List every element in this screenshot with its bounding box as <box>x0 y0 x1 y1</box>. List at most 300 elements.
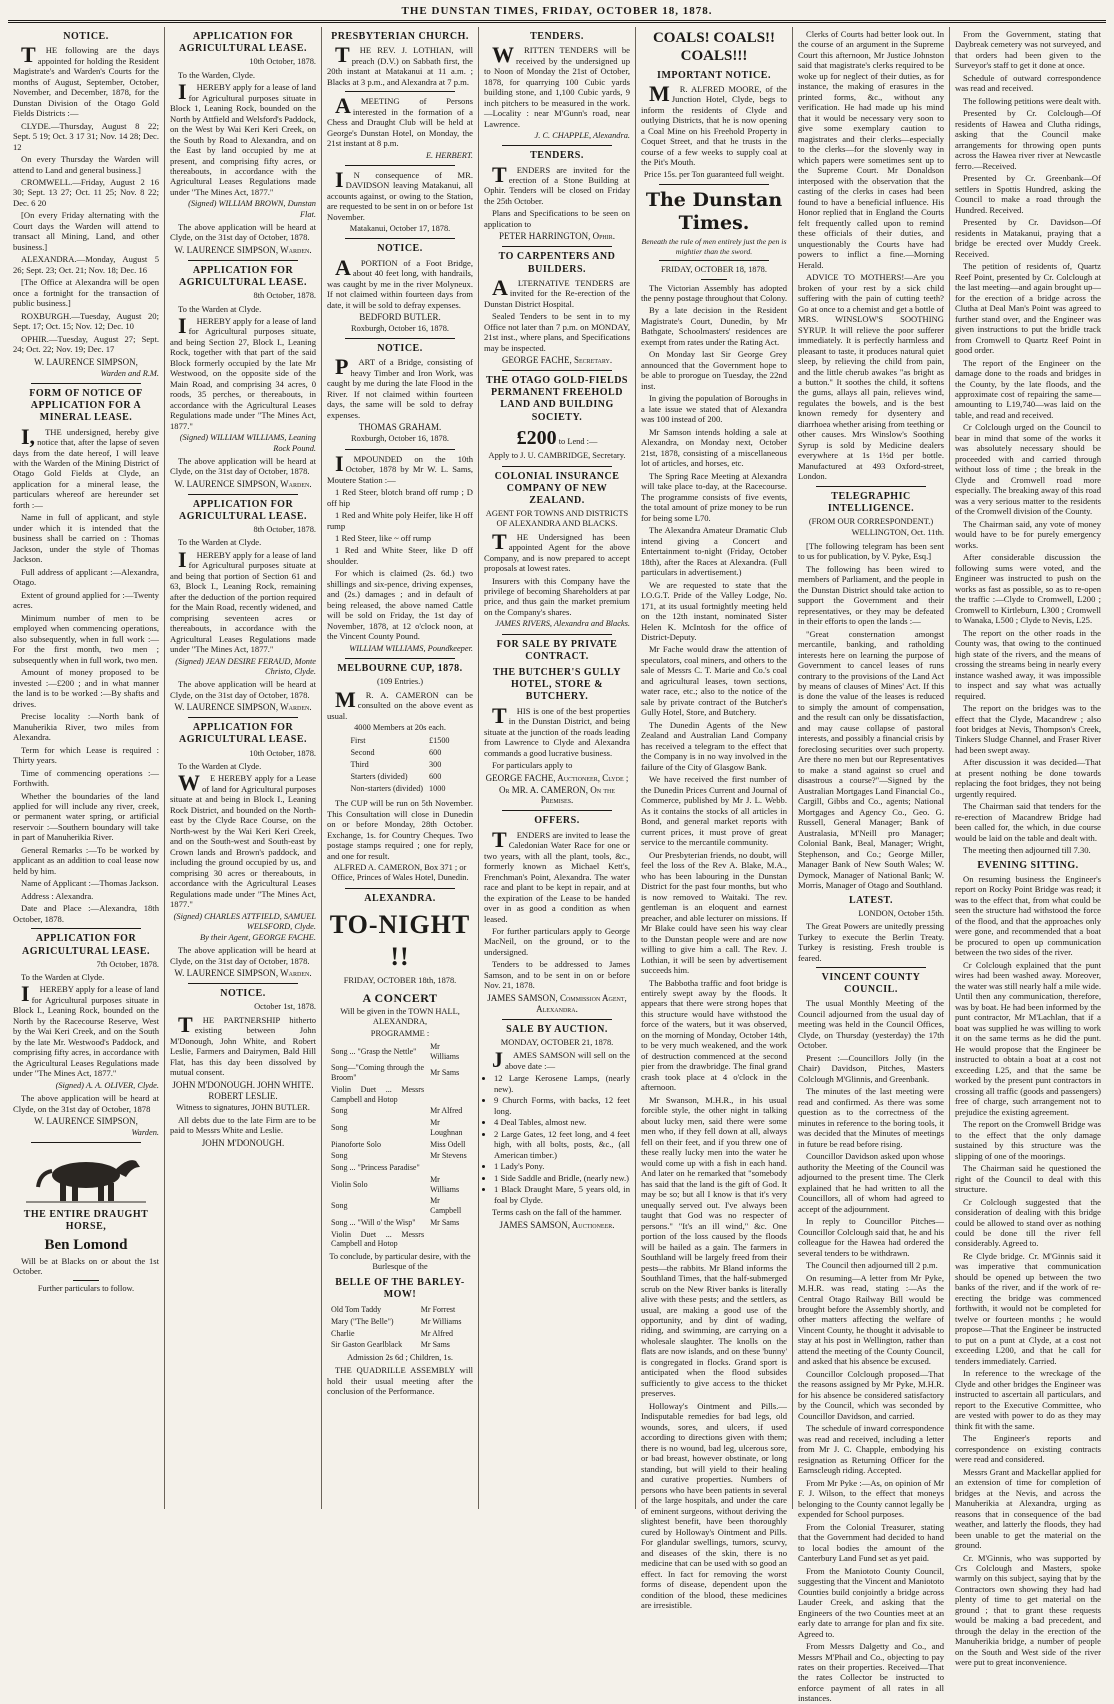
column-2 <box>164 27 321 1509</box>
church-body: THE REV. J. LOTHIAN, will preach (D.V.) on Sabbath first, the 20th instant at Matakanui at 11 a.m. ; Blacks at 3 p.m., and Alexandra at 7 p.m. <box>327 42 473 87</box>
agri-lease-heard: The above application will be heard at Clyde, on the 31st day of October, 1878. <box>170 221 316 243</box>
prize-row <box>349 772 452 782</box>
horse-heading: THE ENTIRE DRAUGHT HORSE, <box>23 1209 149 1233</box>
council-paragraph: The Engineer's reports and correspondence on existing contracts were read and considered. <box>955 1433 1101 1465</box>
telegraphic-paragraph: The following has been wired to members of Parliament, and the people in the Dunstan District should take action to support the Government and their representatives, or they may be defeated in their efforts to open the lands :— <box>798 563 944 627</box>
bridge-notice-signature: THOMAS GRAHAM. <box>358 422 442 433</box>
programme-row <box>329 1140 471 1150</box>
loan-amount: £200 <box>516 426 557 449</box>
agri-lease-body: IHEREBY apply for a lease of land for Agricultural purposes situate, and being Section 27, Block I., Leaning Rock, together with that part of the said Block formerly occupied by the late Mr Westwood, on the opposite side of the Main Road, and comprising 34 acres, 0 roods, 35 perches, or thereabouts, in accordance with the Agricultural Leases Regulations made under "The Mines Act, 1877." <box>170 312 316 431</box>
divider <box>31 383 141 384</box>
prize-label: Starters (divided) <box>350 772 408 782</box>
programme-row <box>329 1063 471 1083</box>
tenders-plans: Plans and Specifications to be seen on application to <box>484 208 630 229</box>
programme-performer: Mr Williams <box>430 1174 460 1194</box>
prize-amount: 300 <box>429 760 442 770</box>
programme-performer: Mr Campbell <box>430 1196 462 1216</box>
programme-row <box>329 1042 471 1062</box>
programme-row <box>329 1106 471 1116</box>
carpenters-heading: TO CARPENTERS AND BUILDERS. <box>498 251 616 275</box>
agri-lease-body: WE HEREBY apply for a Lease of land for Agricultural purposes situate at and being in Block I., Leaning Rock District, and bounded on the North-east by the Clyde Race Course, on the North-west by the Wai Keri Keri Creek, and on the South-west and South-east by Crown lands and Brown's paddock, and including the ground occupied by us, and comprising 30 acres or thereabouts, in accordance with the Agricultural Leases Regulations made under "The Mines Act, 1877." <box>170 770 316 910</box>
impound-signature: WILLIAM WILLIAMS, Poundkeeper. <box>349 643 473 653</box>
telegraphic-paragraph: [The following telegram has been sent to us for publication, by V. Pyke, Esq.] <box>798 540 944 562</box>
council-paragraph: Presented by Cr. Davidson—Of residents in Matakanui, praying that a bridge be erected over Muddy Creek. Received. <box>955 217 1101 259</box>
council-paragraph: Cr Colclough explained that the punt wires had been washed away. Moreover, the water was still nearly half a mile wide. Until then any communication, therefore, was by boat. He had been informed by the punt contractor, Mr M'Lachlan, that if a boat was supplied he was willing to work it on the same terms as he did the punt. He would propose that the Engineer be instructed to obtain a boat at a cost not exceeding L25, and that the same be worked by the present punt contractors in crossing all traffic (goods and passengers) free of charge, such arrangement not to prejudice the existing agreement. <box>955 959 1101 1117</box>
telegraphic-sub: (FROM OUR CORRESPONDENT.) <box>808 517 934 527</box>
mineral-lease-item: Precise locality :—North bank of Manuherikia River, two miles from Alexandra. <box>13 711 159 743</box>
mineral-lease-item: Time of commencing operations :—Forthwith. <box>13 767 159 789</box>
news-paragraph: We are requested to state that the I.O.G.T. Pride of the Valley Lodge, No. 171, at its usual fortnightly meeting held on the 12th instant, nominated Sister Helen K. McIntosh for the office of District-Deputy. <box>641 579 787 642</box>
divider <box>659 260 769 261</box>
mineral-lease-item: Full address of applicant :—Alexandra, Otago. <box>13 566 159 588</box>
telegraphic-heading: TELEGRAPHIC INTELLIGENCE. <box>827 490 915 515</box>
council-paragraph: Messrs Grant and Mackellar applied for an extension of time for completion of bridges at the Nevis, and across the Manuherikia at Alexandra, urging as reasons that in consequence of the bad weather, and latterly the floods, they had been unable to get the material on the ground. <box>955 1466 1101 1551</box>
carpenters-body: ALTERNATIVE TENDERS are invited for the Re-erection of the Dunstan District Hospital. <box>484 274 630 309</box>
news-paragraph: The Dunedin Agents of the New Zealand and Australian Land Company has received a telegram to the effect that the Company is in no way involved in the failure of the City of Glasgow Bank. <box>641 719 787 772</box>
insurance-heading: COLONIAL INSURANCE COMPANY OF NEW ZEALAND. <box>494 470 620 506</box>
mineral-lease-item: Address : Alexandra. <box>21 890 94 901</box>
chess-club-body: AMEETING of Persons interested in the formation of a Chess and Draught Club will be held at George's Dunstan Hotel, on Monday, the 21st instant at 8 p.m. <box>327 93 473 149</box>
prize-row <box>349 760 452 770</box>
agri-lease-heading: APPLICATION FOR AGRICULTURAL LEASE. <box>21 933 151 957</box>
cast-table <box>327 1303 473 1352</box>
offers-body-2: For further particulars apply to George MacNeil, on the ground, or to the undersigned. <box>484 925 630 957</box>
davidson-body: IN consequence of MR. DAVIDSON leaving Matakanui, all accounts against, or owing to the Station, are requested to be sent in on or before 1st November. <box>327 166 473 222</box>
horse-body: Will be at Blacks on or about the 1st October. <box>13 1255 159 1277</box>
hotel-heading: THE BUTCHER'S GULLY HOTEL, STORE & BUTCHERY. <box>492 667 622 703</box>
programme-item: Violin Duet ... Messrs Campbell and Hotop <box>331 1084 425 1104</box>
programme-performer <box>428 1085 471 1105</box>
programme-heading: PROGRAMME : <box>370 1028 430 1038</box>
court-days-alexandra: ALEXANDRA.—Monday, August 5 26; Sept. 23; Oct. 21; Nov. 18; Dec. 16 <box>13 254 159 275</box>
column-3 <box>321 27 478 1509</box>
agri-lease-heard: The above application will be heard at Clyde, on the 31st day of October, 1878. <box>170 455 316 477</box>
impound-item: 1 Red and White Steer, like D off shoulder. <box>327 545 473 566</box>
agri-lease-to: To the Warden at Clyde. <box>178 760 262 771</box>
hotel-apply: For particulars apply to <box>492 760 573 771</box>
council-paragraph: The petition of residents of, Quartz Reef Point, presented by Cr. Colclough at the last meeting—and again brought up—for the erection of a bridge across the Clutha at Deal Man's Point was agreed to further stand over, and the Engineer was given instructions to put the bridle track from Cromwell to Quartz Reef Point in good order. <box>955 261 1101 356</box>
programme-performer: Miss Odell <box>430 1139 466 1149</box>
council-paragraph: Councillor Davidson asked upon whose authority the Meeting of the Council was adjourned to the present time. The Clerk explained that he had written to all the Councillors, all of whom had agreed to accept of the adjournment. <box>798 1151 944 1214</box>
divider <box>345 449 455 450</box>
column-4 <box>478 27 635 1509</box>
auction-terms: Terms cash on the fall of the hammer. <box>492 1207 622 1218</box>
offers-body: TENDERS are invited to lease the Caledonian Water Race for one or two years, with all the plant, tools, &c., formerly known as Michael Kett's, Frenchman's Point, Alexandra. The water race and plant to be kept in repair, and at the expiration of the Lease to be handed over in as good a condition as when leased. <box>484 826 630 924</box>
divider <box>188 494 298 495</box>
agri-lease-body: IHEREBY apply for a lease of land for Agricultural purposes situate at and being that portion of Section 61 and 63, Block I., Leaning Rock, remaining after the deduction of the portion required for the Main Road, recently widened, and comprising seventeen acres or thereabouts, in accordance with the Agricultural Leases Regulations made under "The Mines Act, 1877." <box>170 546 316 655</box>
cast-role: Old Tom Taddy <box>331 1305 382 1315</box>
building-society-offer <box>484 426 630 450</box>
tenders-signature: PETER HARRINGTON, Ophir. <box>498 231 615 242</box>
private-sale-heading: FOR SALE BY PRIVATE CONTRACT. <box>496 638 618 662</box>
tonight-banner: TO-NIGHT !! <box>329 909 471 971</box>
programme-item: Song <box>331 1123 348 1133</box>
programme-row <box>329 1085 471 1105</box>
insurance-signature: JAMES RIVERS, Alexandra and Blacks. <box>495 619 630 629</box>
column-5 <box>635 27 792 1611</box>
column-6 <box>792 27 949 1704</box>
divider <box>502 1019 612 1020</box>
impound-body: IMPOUNDED on the 10th October, 1878 by Mr W. L. Sams, Moutere Station :— <box>327 450 473 485</box>
divider <box>502 145 612 146</box>
melbourne-cup-entries: (109 Entries.) <box>376 677 424 687</box>
agri-lease-to: To the Warden at Clyde. <box>21 971 105 982</box>
prize-label: Non-starters (divided) <box>350 784 424 794</box>
tenders-heading: TENDERS. <box>530 31 584 42</box>
programme-performer: Mr Stevens <box>430 1151 467 1161</box>
bridge-notice-heading: NOTICE. <box>377 343 423 355</box>
council-paragraph: From the Maniototo County Council, suggesting that the Vincent and Maniototo Counties build conjointly a bridge across Lauder Creek, and asking that the Engineers of the two Counties meet at an early date to arrange for plan and fix site. Agreed to. <box>798 1565 944 1639</box>
news-paragraph: Clerks of Courts had better look out. In the course of an argument in the Supreme Court this afternoon, Mr Justice Johnston said that magistrate's clerks required to be woke up for neglect of their duties, as for instance, the making of erasures in the printed forms, &c., without any verification. He had made up his mind that it would be necessary very soon to give some exemplary caution to magistrates and their clerks—especially to the clerks—for the slovenly way in which papers were sometimes sent up to the Supreme Court. Mr Donaldson interposed with the observation that the casting of the clerks in cases had been found to have a beneficial influence. His Honor replied that in England the Courts felt frequently called upon to remind these officials of their duties, and unquestionably the Courts have had powers to inflict a fine.—Morning Herald. <box>798 29 944 270</box>
auction-lot: • 1 Black Draught Mare, 5 years old, in foal by Clyde. <box>494 1184 630 1205</box>
divider <box>345 165 455 166</box>
prize-row <box>349 784 452 794</box>
divider <box>816 486 926 487</box>
news-paragraph: The Victorian Assembly has adopted the penny postage throughout that Colony. <box>641 282 787 303</box>
programme-row <box>329 1218 471 1228</box>
council-paragraph: In reference to the wreckage of the Clyde and other bridges the Engineer was instructed to ascertain all particulars, and report to the Executive Committee, who are vested with power to do as they may think fit with the same. <box>955 1368 1101 1431</box>
agri-lease-to: To the Warden at Clyde. <box>178 537 262 548</box>
partnership-body: THE PARTNERSHIP hitherto existing between John M'Donough, John White, and Robert Leslie, Farmers and Dairymen, Bald Hill Flat, has this day been dissolved by mutual consent. <box>170 1011 316 1078</box>
carpenters-body-2: Sealed Tenders to be sent in to my Office not later than 7 p.m. on MONDAY, 21st inst., where plans, and Specifications may be inspected. <box>484 311 630 353</box>
hotel-signature: GEORGE FACHE, Auctioneer, Clyde ; <box>485 772 629 783</box>
news-paragraph: Mr Samson intends holding a sale at Alexandra, on Monday next, October 21st, 1878, consisting of a miscellaneous lot of articles, and horses, etc. <box>641 426 787 469</box>
programme-performer: Mr Williams <box>430 1041 460 1061</box>
agri-lease-signature: (Signed) WILLIAM WILLIAMS, Leaning Rock Pound. <box>179 433 316 453</box>
bridge-notice-body: APORTION of a Foot Bridge, about 40 feet long, with handrails, was caught by me in the river Molyneux. If not claimed within fourteen days from date, it will be sold to defray expenses. <box>327 254 473 310</box>
council-paragraph: The report of the Engineer on the damage done to the roads and bridges in the County, by the late floods, and the approximate cost of repairing the same—amounting to L19,740—was laid on the table, and read and received. <box>955 357 1101 420</box>
auction-body: JAMES SAMSON will sell on the above date :— <box>492 1047 630 1073</box>
mineral-lease-item: Extent of ground applied for :—Twenty acres. <box>13 589 159 611</box>
melbourne-cup-heading: MELBOURNE CUP, 1878. <box>337 663 463 675</box>
agri-lease-date: 8th October, 1878. <box>253 525 316 535</box>
mineral-lease-item: General Remarks :—To be worked by applicant as an addition to coal lease now held by him. <box>13 844 159 876</box>
programme-row <box>329 1175 471 1195</box>
programme-item: Song ... "Will o' the Wisp" <box>331 1217 416 1227</box>
programme-performer: Mr Alfred <box>430 1106 463 1116</box>
mineral-lease-item: Amount of money proposed to be invested :—£200 ; and in what manner the land is to be worked :—By shafts and drives. <box>13 667 159 709</box>
programme-item: Song <box>331 1151 348 1161</box>
agri-lease-warden-title: Warden. <box>131 1127 159 1137</box>
building-society-heading: THE OTAGO GOLD-FIELDS PERMANENT FREEHOLD LAND AND BUILDING SOCIETY. <box>485 375 628 423</box>
cast-actor: Mr Alfred <box>420 1328 454 1338</box>
auction-lots <box>484 1073 630 1205</box>
partnership-signature: JOHN M'DONOUGH. <box>201 1137 285 1148</box>
mineral-lease-item: Name of Applicant :—Thomas Jackson. <box>21 878 159 889</box>
divider <box>502 810 612 811</box>
hotel-signature-2: Or MR. A. CAMERON, On the Premises. <box>498 784 615 806</box>
council-paragraph: The following petitions were dealt with. <box>963 95 1101 106</box>
tonight-date: FRIDAY, OCTOBER 18th, 1878. <box>343 976 457 986</box>
impound-item: 1 Red Steer, blotch brand off rump ; D off hip <box>327 487 473 508</box>
agri-lease-body: IHEREBY apply for a lease of land for Agricultural purposes situate in Block 1, Leaning Rock, bounded on the North by Attfield and Welsford's Paddock, on the West by Wai Keri Keri Creek, on the South by Road to Alexandra, and on the East by land occupied by me at present, and comprising fifty acres, or thereabouts, in accordance with the Agricultural Leases Regulations made under "The Mines Act, 1877." <box>170 79 316 197</box>
newspaper-motto: Beneath the rule of men entirely just the pen is mightier than the sword. <box>641 237 787 256</box>
court-days-alexandra-note: [The Office at Alexandra will be open once a fortnight for the transaction of public business.] <box>13 277 159 309</box>
telegraphic-paragraph: "Great consternation amongst mercantile, banking, and ratholding interests here on learning the purpose of Government to cancel leases of runs contrary to the provisions of the Land Act by means of clauses of Mines' Act. If this is done the value of the leases is reduced to simply the amount of compensation, and the result can only be dissatisfaction, and may cause collapse of pastoral interests, and possibly a financial crisis by foreclosing securities over such property. Are there no men but our Representatives to make a stand against so cruel and disastrous a course?"—Signed by the Australian Mortgages Land Financial Co., Cargill, Gibbs and Co., agents; National Mortgages and Agency Co., Geo. G. Russell, General Manager; Bank of Australasia, M'Neill pro Manager; Colonial Bank, Beal, Manager; Wright, Stephenson, and Co.; George Miller, Manager Bank of New South Wales; W. Dymock, Manager of National Bank; W. Morris, Manager of Otago and Southland. <box>798 628 944 891</box>
programme-row <box>329 1163 471 1173</box>
melbourne-cup-members: 4000 Members at 20s each. <box>354 722 446 732</box>
mineral-lease-item: Term for which Lease is required : Thirty years. <box>13 744 159 766</box>
programme-item: Song <box>331 1201 348 1211</box>
news-paragraph: The Alexandra Amateur Dramatic Club intend giving a Concert and Entertainment to-night (Friday, October 18th), after the Races at Alexandra. (Full particulars in advertisement.) <box>641 525 787 578</box>
programme-item: Violin Duet ... Messrs Campbell and Hotop <box>331 1229 425 1249</box>
agri-lease-signature: (Signed) CHARLES ATTFIELD, SAMUEL WELSFORD, Clyde. <box>173 911 316 931</box>
agri-lease-signature: (Signed) WILLIAM BROWN, Dunstan Flat. <box>188 199 316 219</box>
horse-illustration <box>16 1147 156 1205</box>
bridge-notice-signature: BEDFORD BUTLER. <box>359 312 441 323</box>
council-paragraph: Presented by Cr. Colclough—Of residents of Hawea and Clutha ridings, asking that the Council make arrangements for throwing open punts across the Hawea river river at Newcastle ferro.—Received. <box>955 108 1101 171</box>
mineral-lease-heading: FORM OF NOTICE OF APPLICATION FOR A MINERAL LEASE. <box>29 387 143 424</box>
court-days-clyde: CLYDE.—Thursday, August 8 22; Sept. 5 19; Oct. 3 17 31; Nov. 14 28; Dec. 12 <box>13 120 159 152</box>
coals-body: MR. ALFRED MOORE, of the Junction Hotel, Clyde, begs to inform the residents of Clyde and outlying Districts, that he is now opening a Coal Mine on his Freehold Property in Coquet Street, and that he trusts in the course of a few weeks to supply coal at the Pit's Mouth. <box>641 80 787 168</box>
council-paragraph: Cr Colclough suggested that the consideration of dealing with this bridge could be allowed to stand over as nothing could be done till the river fell considerably. Agreed to. <box>955 1196 1101 1249</box>
horse-more: Further particulars to follow. <box>37 1283 135 1293</box>
concert-place: Will be given in the TOWN HALL, ALEXANDRA, <box>340 1007 460 1027</box>
mineral-lease-item: Minimum number of men to be employed when commencing operations, also subsequently, when in full work :—For the first month, two men ; subsequently when in full work, two men. <box>13 612 159 665</box>
council-paragraph: From Messrs Dalgetty and Co., and Messrs M'Phail and Co., objecting to pay rates on their properties. Received—That the rates Collector be instructed to enforce payment of all rates in all instances. <box>798 1641 944 1704</box>
prize-row <box>349 736 452 746</box>
agri-lease-heading: APPLICATION FOR AGRICULTURAL LEASE. <box>178 722 308 746</box>
cast-row <box>329 1340 471 1350</box>
news-paragraph: Our Presbyterian friends, no doubt, will feel the loss of the Rev A. Blake, M.A., who has been labouring in the Dunstan District for the past four months, but who is now removed to Waitaki. The rev. gentleman is an eloquent and earnest preacher, and able lecturer on missions. If Mr Blake could have seen his way clear to the Dunstan people were and are now willing to give him a call. The Rev. J. Lothian, it will be seen by advertisement succeeds him. <box>641 849 787 976</box>
partnership-heading: NOTICE. <box>220 988 266 1000</box>
agri-lease-heading: APPLICATION FOR AGRICULTURAL LEASE. <box>178 31 308 55</box>
council-paragraph: The report on the Cromwell Bridge was to the effect that the only damage sustained by this structure was the slipping of one of the moorings. <box>955 1119 1101 1161</box>
news-paragraph: The Spring Race Meeting at Alexandra will take place to-day, at the Racecourse. The programme consists of five events, the total amount of prize money to be run for being some L70. <box>641 470 787 523</box>
divider <box>188 260 298 261</box>
davidson-place: Matakanui, October 17, 1878. <box>349 224 451 234</box>
council-paragraph: The schedule of inward correspondence was read and received, including a letter from Mr J. C. Chapple, embodying his resignation as Returning Officer for the Earnscleugh riding. Accepted. <box>798 1423 944 1476</box>
offers-signature: JAMES SAMSON, Commission Agent, Alexandra. <box>487 992 627 1014</box>
insurance-body: THE Undersigned has been appointed Agent for the above Company, and is now prepared to accept proposals at lowest rates. <box>484 528 630 574</box>
prize-row <box>349 748 452 758</box>
divider <box>345 91 455 92</box>
notice-heading: NOTICE. <box>63 31 109 42</box>
divider <box>188 983 298 984</box>
programme-item: Violin Solo <box>331 1179 368 1189</box>
edition-date: FRIDAY, OCTOBER 18, 1878. <box>661 265 767 275</box>
council-paragraph: In reply to Councillor Pitches—Councillor Colclough said that, he and his colleague for the Hawea had ordered the several tenders to be withdrawn. <box>798 1216 944 1258</box>
agri-lease-body: IHEREBY apply for a lease of land for Agricultural purposes situate in Block I., Leaning Rock, bounded on the North by the Racecourse Reserve, West by the Wai Keri Creek, and on the South by the late Mr. Westwood's Paddock, and comprising fifty acres, in accordance with the Agricultural Leases Regulations made under "The Mines Act, 1877." <box>13 981 159 1079</box>
divider <box>73 1280 99 1281</box>
agri-lease-to: To the Warden at Clyde. <box>178 303 262 314</box>
agri-lease-warden: W. LAURENCE SIMPSON, Warden. <box>174 702 312 713</box>
admission: Admission 2s 6d ; Children, 1s. <box>347 1353 453 1363</box>
agri-lease-date: 7th October, 1878. <box>96 959 159 969</box>
coals-heading: IMPORTANT NOTICE. <box>657 69 771 81</box>
divider <box>816 967 926 968</box>
divider <box>502 246 612 247</box>
masthead-rule <box>8 20 1106 23</box>
news-paragraph: We have received the first number of the Dunedin Prices Current and Journal of Commerce, published by Mr J. L. Webb. As it contains the stocks of all articles in Bond, and general market reports with current prices, it must prove of great service to the mercantile community. <box>641 774 787 848</box>
court-days-cromwell: CROMWELL.—Friday, August 2 16 30; Sept. 13 27; Oct. 11 25; Nov. 8 22; Dec. 6 20 <box>13 177 159 208</box>
mineral-lease-item: Name in full of applicant, and style under which it is intended that the business shall be carried on : Thomas Jackson, under the style of Thomas Jackson. <box>13 512 159 565</box>
melbourne-cup-body: MR. A. CAMERON can be consulted on the above event as usual. <box>327 686 473 721</box>
auction-heading: SALE BY AUCTION. <box>506 1023 608 1035</box>
council-paragraph: Re Clyde bridge. Cr. M'Ginnis said it was imperative that communication should be opened up between the two banks of the river, and if the work of re-erecting the bridge was commenced forthwith, it would not be completed for twelve or fourteen months ; he would propose—That the Engineer be instructed to put on a punt at Clyde, at a cost not exceeding L200, and that he call for tenders immediately. Carried. <box>955 1250 1101 1366</box>
news-paragraph: In giving the population of Boroughs in a late issue we stated that of Alexandra was 100 instead of 200. <box>641 393 787 425</box>
newspaper-title: The Dunstan Times. <box>645 188 783 235</box>
agri-lease-date: 10th October, 1878. <box>249 57 316 67</box>
divider <box>345 338 455 339</box>
cast-row <box>329 1329 471 1339</box>
tenders-body: WRITTEN TENDERS will be received by the undersigned up to Noon of Monday the 21st of October, 1878, for quarrying 100 Cubic yards building stone, and 1,100 Cubic yards, 9 inch pitchers to be measured in the work.—Locality : near M'Gunn's road, near Lawrence. <box>484 42 630 129</box>
programme-item: Pianoforte Solo <box>331 1139 381 1149</box>
auction-date: MONDAY, OCTOBER 21, 1878. <box>500 1038 614 1048</box>
prize-amount: 600 <box>429 748 442 758</box>
columns <box>8 27 1106 1704</box>
cast-role: Mary ("The Belle") <box>331 1316 394 1326</box>
programme-table <box>327 1040 473 1251</box>
council-paragraph: From the Colonial Treasurer, stating that the Government had decided to hand to local bodies the amount of the Canterbury Land Fund set as yet paid. <box>798 1521 944 1564</box>
divider <box>502 370 612 371</box>
agri-lease-agent: By their Agent, GEORGE FACHE. <box>200 933 316 943</box>
programme-row <box>329 1196 471 1216</box>
programme-performer <box>428 1230 471 1250</box>
divider <box>502 634 612 635</box>
impound-item: 1 Red and White poly Heifer, like H off rump <box>327 510 473 531</box>
programme-item: Song <box>331 1106 348 1116</box>
divider <box>345 238 455 239</box>
building-society-apply: Apply to J. U. CAMBRIDGE, Secretary. <box>488 451 626 461</box>
agri-lease-heard: The above application will be heard at Clyde, on the 31st day of October, 1878. <box>170 945 316 966</box>
council-paragraph: The Chairman said, any vote of money would have to be for purely emergency works. <box>955 518 1101 550</box>
court-days-roxburgh: ROXBURGH.—Tuesday, August 20; Sept. 17; Oct. 15; Nov. 12; Dec. 10 <box>13 310 159 332</box>
council-paragraph: Councillor Colclough proposed—That the reasons assigned by Mr Pyke, M.H.R. for his absence be considered satisfactory by the Council, which was seconded by Councillor Davidson, and carried. <box>798 1368 944 1421</box>
news-paragraph: The Babbotha traffic and foot bridge is entirely swept away by the floods. It appears that there were strong hopes that this structure would have withstood the force of the waters, but it was observed, on the morning of Monday, October 14th, to be very much weakened, and the work of destruction commenced at the second pier from the drawbridge. The final grand crash took place at 4 o'clock in the afternoon. <box>641 977 787 1093</box>
cast-row <box>329 1317 471 1327</box>
impound-terms: For which is claimed (2s. 6d.) two shillings and six-pence, driving expenses, and (2s.) damages ; and in default of being released, the above named Cattle will be sold on Friday, the 1st day of November, 1878, at 12 o'clock noon, at the Vincent County Pound. <box>327 568 473 642</box>
agri-lease-signature: (Signed) JEAN DESIRE FERAUD, Monte Christo, Clyde. <box>175 656 316 676</box>
concert-heading: A CONCERT <box>362 990 438 1005</box>
cast-row <box>329 1305 471 1315</box>
divider <box>345 658 455 659</box>
melbourne-cup-address: ALFRED A. CAMERON, Box 371 ; or Office, Princes of Wales Hotel, Dunedin. <box>331 863 469 883</box>
programme-performer: Mr Sams <box>430 1217 460 1227</box>
bridge-notice-place: Roxburgh, October 16, 1878. <box>350 434 449 444</box>
agri-lease-warden: W. LAURENCE SIMPSON, Warden. <box>174 968 312 979</box>
auction-lot: • 1 Lady's Pony. <box>494 1161 630 1171</box>
divider <box>31 928 141 929</box>
cast-actor: Mr Williams <box>420 1316 462 1326</box>
agri-lease-heading: APPLICATION FOR AGRICULTURAL LEASE. <box>178 264 308 289</box>
news-paragraph: Holloway's Ointment and Pills.—Indisputable remedies for bad legs, old wounds, sores, and ulcers, if used according to directions given with them; there is no wound, bad leg, ulcerous sore, or bad breast, however obstinate, or long standing, but will yield to their healing and curative properties. Numbers of persons who have been patients in several of the large hospitals, and under the care of eminent surgeons, without deriving the slightest benefit, have been thoroughly cured by Holloway's Ointment and Pills. For glandular swellings, tumors, scurvy, and diseases of the skin, there is no medicine that can be used with so good an effect. In fact for removing the worst forms of disease, dependent upon the condition of the blood, these medicines are irresistible. <box>641 1400 787 1611</box>
telegraphic-place: WELLINGTON, Oct. 11th. <box>851 528 944 538</box>
insurance-body-2: Insurers with this Company have the privilege of becoming Shareholders at par price, and thus gain the market premium on the Company's shares. <box>484 575 630 617</box>
programme-row <box>329 1118 471 1138</box>
agri-lease-heard: The above application will be heard at Clyde, on the 31st day of October, 1878. <box>170 679 316 700</box>
programme-performer <box>428 1163 471 1173</box>
council-paragraph: On resuming business the Engineer's report on Rocky Point Bridge was read; it was to the effect that, from what could be seen the structure had withstood the force of the flood, and that the approaches only were gone, and recommended that a boat be procured to open up communication between the two sides of the river. <box>955 874 1101 958</box>
divider <box>345 888 455 889</box>
mineral-lease-item: Date and Place :—Alexandra, 18th October, 1878. <box>13 903 159 924</box>
council-paragraph: The Chairman said he questioned the right of the Council to deal with this structure. <box>955 1163 1101 1195</box>
bridge-notice-body: PART of a Bridge, consisting of heavy Timber and Iron Work, was caught by me during the late Flood in the River. If not claimed within fourteen days, the same will be sold to defray expenses. <box>327 354 473 420</box>
cast-actor: Mr Forrest <box>420 1305 456 1315</box>
impound-item: 1 Red Steer, like ~ off rump <box>335 533 432 543</box>
council-paragraph: The meeting then adjourned till 7.30. <box>963 845 1091 856</box>
auction-lot: • 12 Large Kerosene Lamps, (nearly new). <box>494 1073 630 1094</box>
partnership-witness: Witness to signatures, JOHN BUTLER. <box>176 1102 310 1112</box>
loan-label: to Lend :— <box>558 436 598 446</box>
prize-amount: 1000 <box>429 784 446 794</box>
melbourne-cup-prizes <box>347 734 454 796</box>
bridge-notice-heading: NOTICE. <box>377 243 423 255</box>
agri-lease-warden: W. LAURENCE SIMPSON, Warden. <box>174 244 312 255</box>
offers-heading: OFFERS. <box>534 815 580 827</box>
agri-lease-warden: W. LAURENCE SIMPSON, Warden. <box>174 478 312 489</box>
programme-item: Song—"Coming through the Broom" <box>331 1063 425 1083</box>
quadrille-note: THE QUADRILLE ASSEMBLY will hold their usual meeting after the conclusion of the Performance. <box>327 1365 473 1397</box>
programme-item: Song ... "Grasp the Nettle" <box>331 1046 417 1056</box>
chess-club-signature: E. HERBERT. <box>425 150 473 160</box>
council-paragraph: Present :—Councillors Jolly (in the Chair) Davidson, Pitches, Masters Colclough M'Glinnis, and Greenbank. <box>798 1052 944 1084</box>
coals-banner: COALS! COALS!! COALS!!! <box>652 30 776 65</box>
council-paragraph: The minutes of the last meeting were read and confirmed. As there was some question as to the correctness of the minutes in reference to the boring tools, it was decided that the Minutes of meetings in future be read before rising. <box>798 1086 944 1149</box>
court-days-clyde-note: On every Thursday the Warden will attend to Land and general business.] <box>13 154 159 175</box>
agri-lease-to: To the Warden, Clyde. <box>178 69 256 80</box>
cast-actor: Mr Sams <box>420 1340 450 1350</box>
mineral-lease-item: Whether the boundaries of the land applied for will include any river, creek, or permanent water spring, or artificial reservoir :—Southern boundary will take in part of Manuherikia River. <box>13 790 159 843</box>
masthead: THE DUNSTAN TIMES, FRIDAY, OCTOBER 18, 1878. <box>401 5 713 17</box>
latest-body: The Great Powers are unitedly pressing Turkey to execute the Berlin Treaty. Turkey is resisting. Fresh trouble is feared. <box>798 921 944 963</box>
insurance-agent: AGENT FOR TOWNS AND DISTRICTS OF ALEXANDRA AND BLACKS. <box>485 509 629 529</box>
council-paragraph: The report on the other roads in the County was, that owing to the continued high state of the rivers, and the means of crossing the streams being in nearly every instance washed away, it was impossible to inspect and say what was actually required. <box>955 627 1101 701</box>
partnership-names: JOHN M'DONOUGH. JOHN WHITE. ROBERT LESLIE. <box>172 1079 314 1101</box>
programme-row <box>329 1151 471 1161</box>
agri-lease-heading: APPLICATION FOR AGRICULTURAL LEASE. <box>178 498 308 522</box>
auction-lot: • 2 Large Gates, 12 feet long, and 4 feet high, with all bolts, posts, &c., (all American timber.) <box>494 1129 630 1160</box>
news-paragraph: On Monday last Sir George Grey announced that the Government hope to be able to prorogue on Tuesday, the 22nd inst. <box>641 349 787 391</box>
news-paragraph: ADVICE TO MOTHERS!—Are you broken of your rest by a sick child suffering with the pain of cutting teeth? Go at once to a chemist and get a bottle of MRS. WINSLOW'S SOOTHING SYRUP. It will relieve the poor sufferer immediately. It is perfectly harmless and pleasant to taste, it produces natural quiet sleep, by relieving the child from pain, and the little cherub awakes "as bright as a button." It soothes the child, it softens the gums, allays all pain, relieves wind, regulates the bowels, and is the best known remedy for dysentery and diarrhoea whether arising from teething or other causes. Mrs Winslow's Soothing Syrup is sold by Medicine dealers everywhere at 1s 1½d per bottle. Manufactured at 493 Oxford-street, London. <box>798 272 944 482</box>
news-paragraph: Mr Swanson, M.H.R., in his usual forcible style, the other night in talking about lucky men, said there were some men who, if they fell down at all, always fell on their feet, and if you threw one of these really lucky men into the water he would come up with a fish in each hand. And later on he remarked that "somebody has said that the land is the gift of God. It may be so; but all I know is that it's very unequally served out. I've always been taught that God was no respecter of persons." "It's an ill wind," &c. One portion of the loss caused by the floods will be hailed as a gain. The farmers in Southland will be largely freed from their pests—the rabbits. Mr Bland informs the Southland Times, that the half-submerged scrub on the New River banks is literally alive with these pests; and the settlers, as usual, are making a good use of the opportunity, and by dint of wading, riding, and swimming, are carrying on a wholesale slaughter. The knolls on the flats are now islands, and on these 'bunny' is congregated in flocks. Grand sport is anticipated when the flood subsides sufficiently to give access to the thicket preserves. <box>641 1094 787 1399</box>
council-paragraph: After considerable discussion the following sums were voted, and the Engineer was instructed to push on the works as fast as possible, so as to re-open the traffic :—Clyde to Cromwell, L200 ; Cromwell to Kirtleburn, L300 ; Cromwell to Wanaka, L500 ; Clyde to Nevis, L25. <box>955 552 1101 626</box>
programme-close: To conclude, by particular desire, with the Burlesque of the <box>329 1252 471 1272</box>
tenders-heading: TENDERS. <box>530 150 584 162</box>
burlesque-title: BELLE OF THE BARLEY-MOW! <box>335 1276 465 1300</box>
agri-lease-date: 8th October, 1878. <box>253 291 316 301</box>
prize-label: First <box>350 736 366 746</box>
programme-performer: Mr Sams <box>430 1068 460 1078</box>
auction-lot: • 9 Church Forms, with backs, 12 feet long. <box>494 1095 630 1116</box>
auction-signature: JAMES SAMSON, Auctioneer. <box>499 1219 615 1230</box>
latest-place: LONDON, October 15th. <box>858 908 944 918</box>
latest-heading: LATEST. <box>849 894 893 906</box>
mineral-lease-intro: I,THE undersigned, hereby give notice that, after the lapse of seven days from the date hereof, I will leave with the Warden of the Mining District of Otago Gold Fields at Clyde, an application for a mineral lease, the particulars whereof are hereunder set forth :— <box>13 423 159 510</box>
divider <box>701 279 727 280</box>
agri-lease-signature: (Signed) A. A. OLIVER, Clyde. <box>55 1080 159 1090</box>
programme-performer: Mr Loughnan <box>430 1118 463 1137</box>
divider <box>188 717 298 718</box>
county-council-heading: VINCENT COUNTY COUNCIL. <box>821 972 921 996</box>
cast-role: Charlie <box>331 1328 355 1338</box>
council-paragraph: The usual Monthly Meeting of the Council adjourned from the usual day of meeting was held in the Council Offices, Clyde, on Thursday (yesterday) the 17th October. <box>798 998 944 1051</box>
council-paragraph: Cr. M'Ginnis, who was supported by Crs Colclough and Masters, spoke warmly on this subject, saying that by the Contractors own showing they had had plenty of time to get material on the ground ; that to grant these requests would be making a bad precedent, and through the delay in the erection of the Manuherikia bridge, a number of people on the South and West side of the river were put to great inconvenience. <box>955 1552 1101 1668</box>
horse-name: Ben Lomond <box>44 1236 128 1253</box>
cast-role: Sir Gaston Gearlblack <box>331 1340 403 1350</box>
prize-label: Third <box>350 760 369 770</box>
bridge-notice-place: Roxburgh, October 16, 1878. <box>350 324 449 334</box>
warden-title: Warden and R.M. <box>100 368 159 378</box>
partnership-date: October 1st, 1878. <box>254 1002 316 1012</box>
council-paragraph: The Council then adjourned till 2 p.m. <box>806 1260 938 1271</box>
church-heading: PRESBYTERIAN CHURCH. <box>331 31 469 42</box>
offers-body-3: Tenders to be addressed to James Samson, and to be sent in on or before Nov. 21, 1878. <box>484 959 630 991</box>
agri-lease-heard: The above application will be heard at Clyde, on the 31st day of October, 1878 <box>13 1093 159 1114</box>
agri-lease-date: 10th October, 1878. <box>249 748 316 758</box>
alexandra-heading: ALEXANDRA. <box>364 892 436 904</box>
council-paragraph: Presented by Cr. Greenbank—Of settlers in Spottis Hundred, asking the Council to make a road through the Hundred. Received. <box>955 173 1101 215</box>
